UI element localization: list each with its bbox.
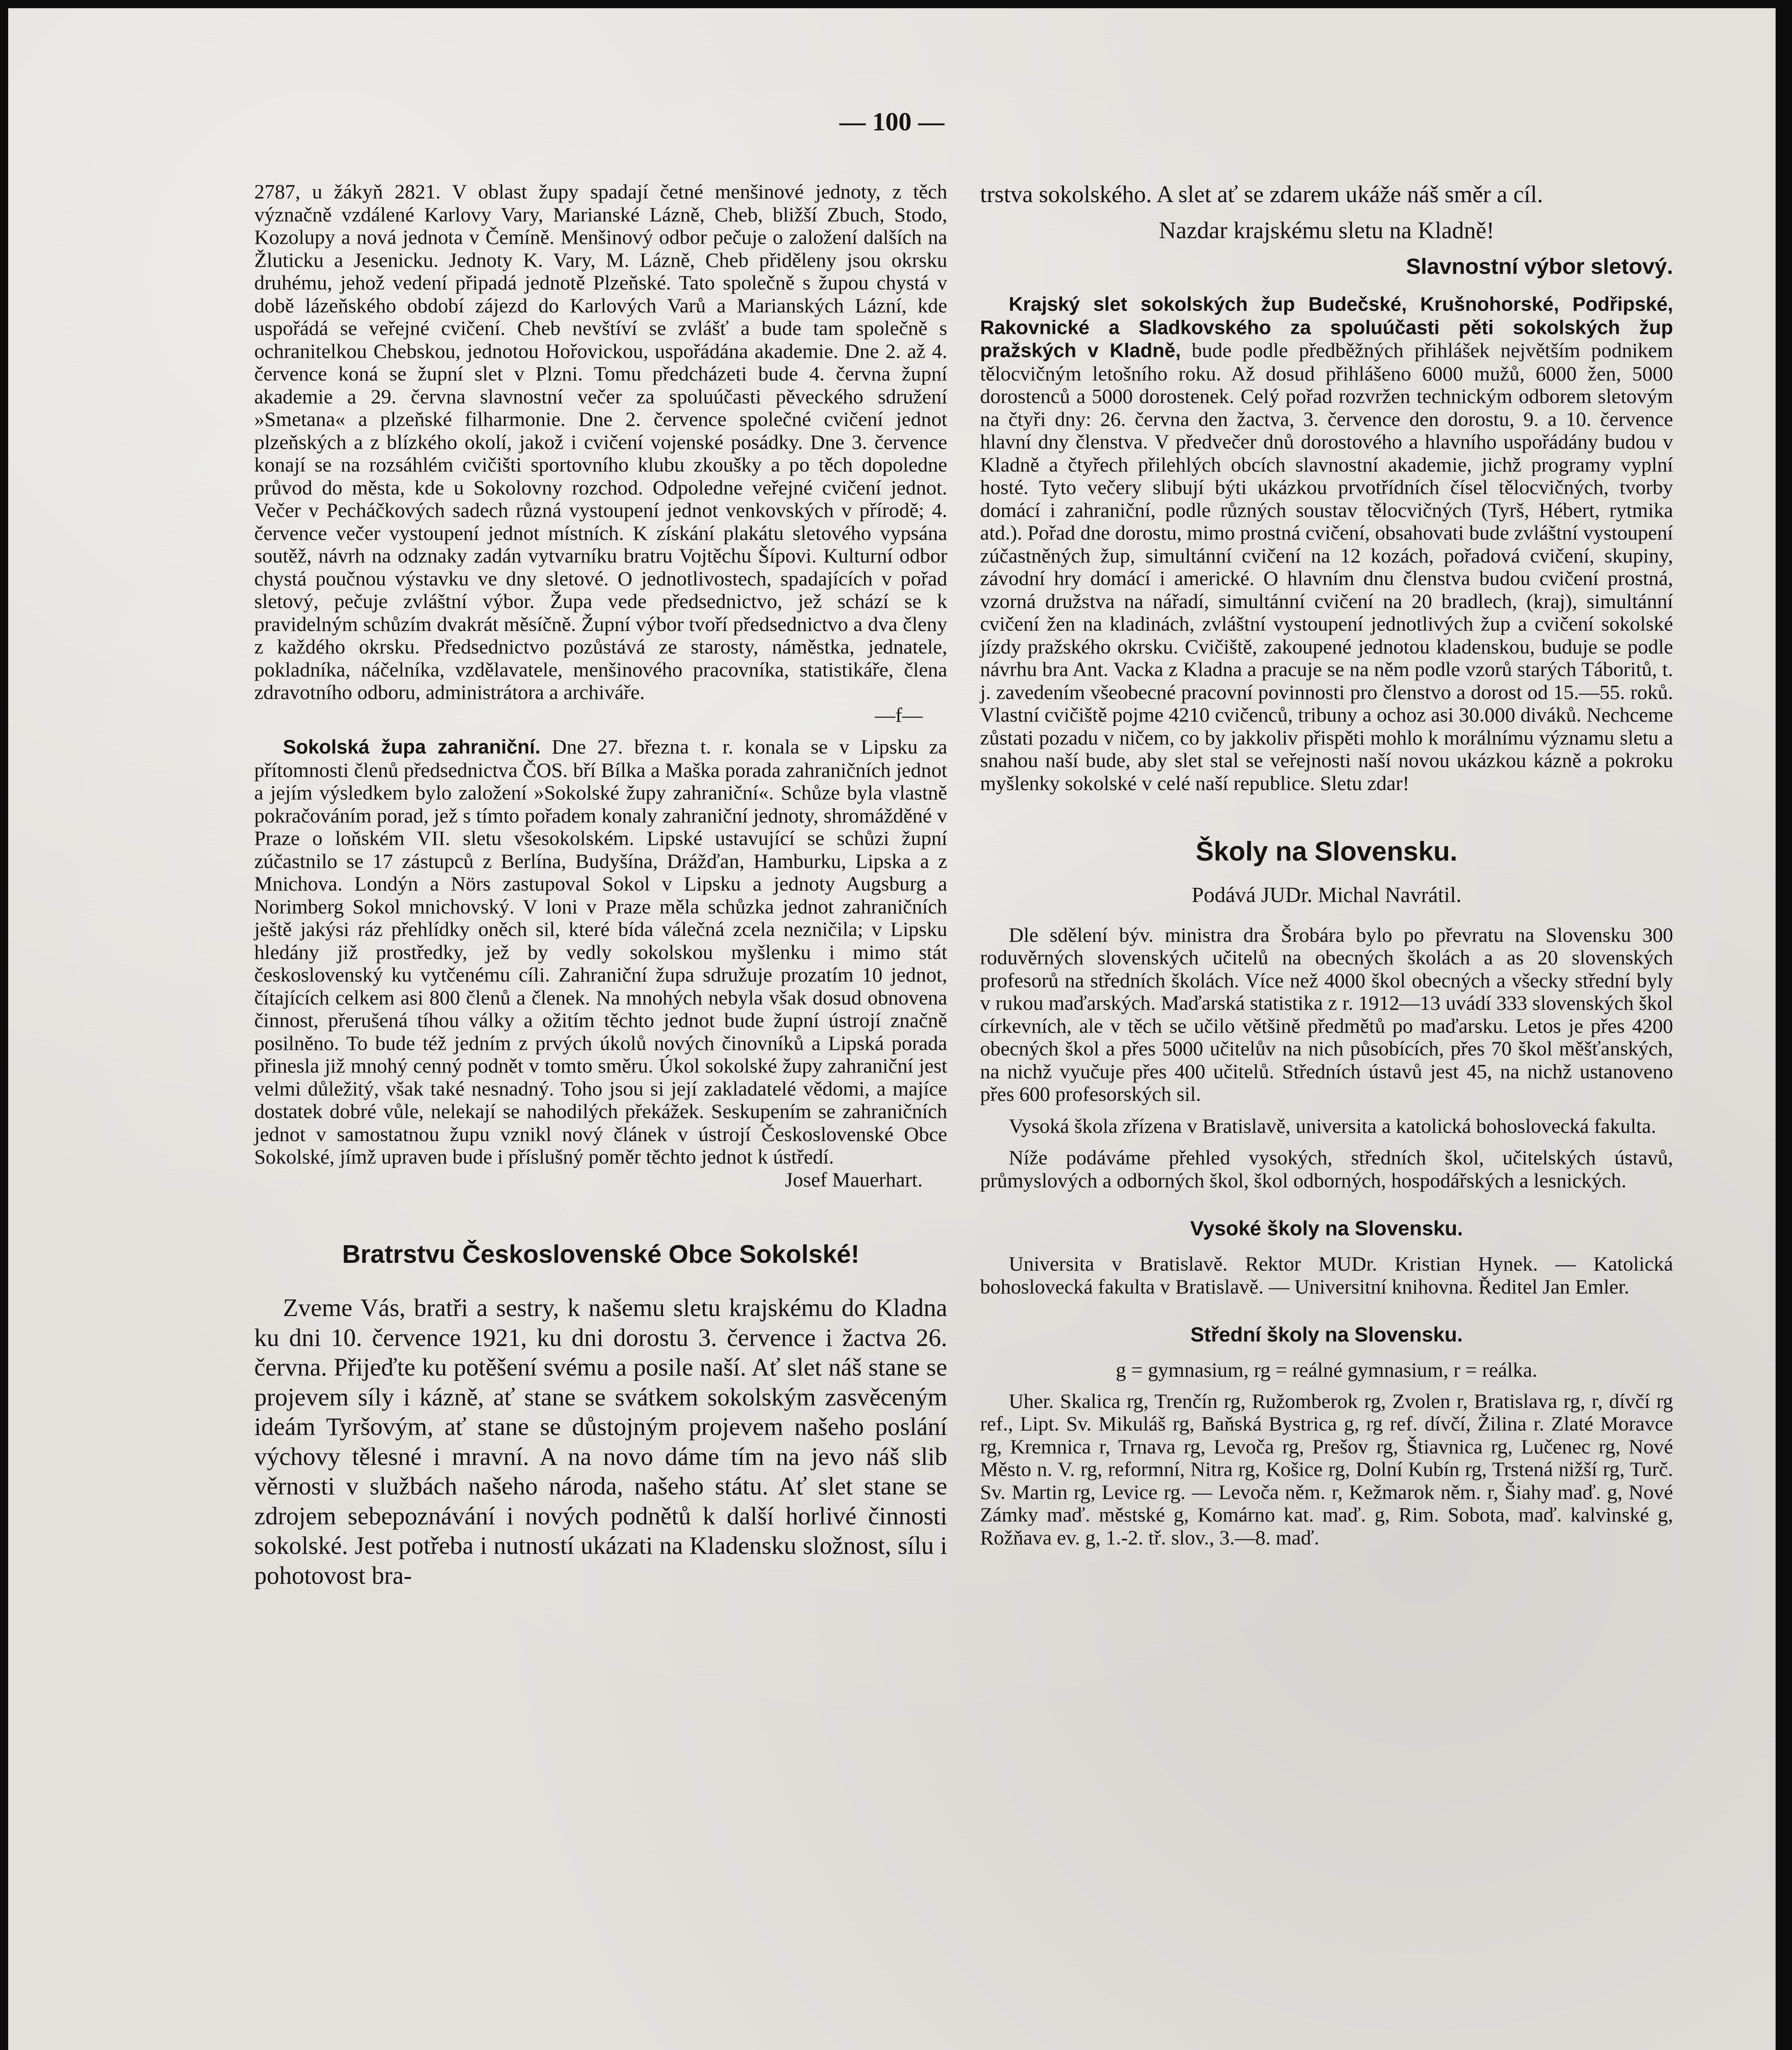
left-column bbox=[254, 180, 947, 1591]
document-page bbox=[8, 8, 1776, 2050]
stredni-skoly-legend: g = gymnasium, rg = reálné gymnasium, r = reálka. bbox=[1116, 1358, 1537, 1381]
skoly-section bbox=[980, 924, 1673, 1549]
sokolska-zupa-title: Sokolská župa zahraniční. bbox=[283, 736, 540, 758]
skoly-paragraph-1: Dle sdělení býv. ministra dra Šrobára bylo po převratu na Slovensku 300 roduvěrných slovenských učitelů na obecných školách a as 20 slovenských profesorů na středních školách. Více než 4000 škol obecných a všecky střední byly v rukou maďarských. Maďarská statistika z r. 1912—13 uvádí 333 slovenských škol církevních, ale v těch se učilo většině předmětů po maďarsku. Letos je přes 4200 obecných škol a přes 5000 učitelův na nich působících, přes 70 škol měšťanských, na nichž vyučuje přes 400 učitelů. Středních ústavů jest 45, na nichž ustanoveno přes 600 profesorských sil. bbox=[980, 923, 1673, 1105]
slavnostni-vybor: Slavnostní výbor sletový. bbox=[1406, 254, 1673, 279]
call-continuation: trstva sokolského. A slet ať se zdarem ukáže náš směr a cíl. bbox=[980, 181, 1543, 207]
zupa-report-section bbox=[254, 180, 947, 1191]
skoly-paragraph-2: Vysoká škola zřízena v Bratislavě, universita a katolická bohoslovecká fakulta. bbox=[1009, 1114, 1656, 1137]
page-number: — 100 — bbox=[839, 107, 944, 136]
krajsky-slet-section bbox=[980, 293, 1673, 795]
krajsky-slet-text: bude podle předběžných přihlášek největším podnikem tělocvičným letošního roku. Až dosud přihlášeno 6000 mužů, 6000 žen, 5000 dorostenců a 5000 dorostenek. Celý pořad rozvržen technickým odborem sletovým na čtyři dny: 26. června den žactva, 3. července den dorostu, 9. a 10. července hlavní dny členstva. V předvečer dnů dorostového a hlavního uspořádány budou v Kladně a čtyřech přilehlých obcích slavnostní akademie, jichž programy vyplní hosté. Tyto večery slibují býti ukázkou prvotřídních čísel tělocvičných, tvorby domácí i zahraniční, podle různých soustav tělocvičných (Tyrš, Hébert, rytmika atd.). Pořad dne dorostu, mimo prostná cvičení, obsahovati bude zvláštní vystoupení zúčastněných žup, simultánní cvičení na 12 kozách, pořadová cvičení, skupiny, závodní hry domácí i americké. O hlavním dnu členstva budou cvičení prostná, vzorná družstva na nářadí, simultánní cvičení na 20 bradlech, (kraj), simultánní cvičení žen na kladinách, zvláštní vystoupení jednotlivých žup a cvičení sokolské jízdy pražského okrsku. Cvičiště, zakoupené jednotou kladenskou, buduje se podle návrhu bra Ant. Vacka z Kladna a pracuje se na něm podle vzorů starých Táboritů, t. j. zavedením všeobecné pracovní povinnosti pro členstvo a dorost od 15.—55. roků. Vlastní cvičiště pojme 4210 cvičenců, tribuny a ochoz asi 30.000 diváků. Nechceme zůstati pozadu v ničem, co by jakkoliv přispěti mohlo k morálnímu významu sletu a snahou naší bude, aby slet stal se veřejnosti naší novou ukázkou kázně a pokroku myšlenky sokolské v celé naší republice. Sletu zdar! bbox=[980, 339, 1673, 795]
bratrstvu-section bbox=[254, 1294, 947, 1591]
skoly-author: Podává JUDr. Michal Navrátil. bbox=[1192, 883, 1461, 907]
right-column bbox=[980, 180, 1673, 1549]
vysoke-skoly-heading: Vysoké školy na Slovensku. bbox=[1190, 1217, 1463, 1240]
bratrstvu-paragraph: Zveme Vás, bratři a sestry, k našemu sletu krajskému do Kladna ku dni 10. července 1921, ku dni dorostu 3. července i žactva 26. června. Přijeďte ku potěšení svému a posile naší. Ať slet náš stane se projevem síly i kázně, ať stane se svátkem sokolským zasvěceným ideám Tyršovým, ať stane se důstojným projevem našeho poslání výchovy tělesné i mravní. A na novo dáme tím na jevo náš slib věrnosti v službách našeho národa, našeho státu. Ať slet stane se zdrojem sebepoznávání i nových podnětů k další horlivé činnosti sokolské. Jest potřeba i nutností ukázati na Kladensku složnost, sílu i pohotovost bra- bbox=[254, 1294, 947, 1590]
call-continuation-section bbox=[980, 180, 1673, 280]
krajsky-slet-title: Krajský slet sokolských žup Budečské, Krušnohorské, Podřipské, Rakovnické a Sladkovského za spoluúčasti pěti sokolských žup pražských v Kladně, bbox=[980, 294, 1673, 362]
zupa-report-paragraph: 2787, u žákyň 2821. V oblast župy spadají četné menšinové jednoty, z těch význačně vzdálené Karlovy Vary, Marianské Lázně, Cheb, bližší Zbuch, Stodo, Kozolupy a nová jednota v Čemíně. Menšinový odbor pečuje o založení dalších na Žluticku a Jesenicku. Jednoty K. Vary, M. Lázně, Cheb přiděleny jsou okrsku druhému, jehož vedení připadá jednotě Plzeňské. Tato společně s župou chystá v době lázeňského období zájezd do Karlových Varů a Marianských Lázní, kde uspořádá se veřejné cvičení. Cheb nevštíví se zvlášť a bude tam společně s ochranitelkou Chebskou, jednotou Hořovickou, uspořádána akademie. Dne 2. až 4. července koná se župní slet v Plzni. Tomu předcházeti bude 4. června župní akademie a 29. června slavnostní večer za spoluúčasti pěveckého sdružení »Smetana« a plzeňské filharmonie. Dne 2. července společné cvičení jednot plzeňských a z blízkého okolí, jakož i cvičení vojenské posádky. Dne 3. července konají se na rozsáhlém cvičišti sportovního klubu zkoušky a po těch dopoledne průvod do města, kde u Sokolovny rozchod. Odpoledne veřejné cvičení jednot. Večer v Pecháčkových sadech různá vystoupení jednot venkovských v přírodě; 4. července večer vystoupení jednot místních. K získání plakátu sletového vypsána soutěž, návrh na odznaky zadán vytvarníku bratru Vojtěchu Šípovi. Kulturní odbor chystá poučnou výstavku ve dny sletové. O jednotlivostech, spadajících v pořad sletový, pečuje zvláštní výbor. Župa vede předsednictvo, jež schází se k pravidelným schůzím dvakrát měsíčně. Župní výbor tvoří předsednictvo a dva členy z každého okrsku. Předsednictvo pozůstává ze starosty, náměstka, jednatele, pokladníka, náčelníka, vzdělavatele, menšinového pracovníka, statistikáře, člena zdravotního odboru, administrátora a archiváře. bbox=[254, 180, 947, 704]
skoly-paragraph-3: Níže podáváme přehled vysokých, středních škol, učitelských ústavů, průmyslových a odborných škol, škol odborných, hospodářských a lesnických. bbox=[980, 1146, 1673, 1192]
krajsky-slet-paragraph bbox=[980, 293, 1673, 795]
skoly-heading: Školy na Slovensku. bbox=[1195, 836, 1458, 866]
nazdar-line: Nazdar krajskému sletu na Kladně! bbox=[1158, 217, 1495, 244]
stredni-skoly-heading: Střední školy na Slovensku. bbox=[1190, 1323, 1463, 1346]
signature-mauerhart: Josef Mauerhart. bbox=[785, 1168, 923, 1191]
sokolska-zupa-text: Dne 27. března t. r. konala se v Lipsku za přítomnosti členů předsednictva ČOS. bří Bílka a Maška porada zahraničních jednot a jejím výsledkem bylo založení »Sokolské župy zahraniční«. Schůze byla vlastně pokračováním porad, jež s tímto pořadem konaly zahraniční jednoty, shromážděné v Praze o loňském VII. sletu všesokolském. Lipské ustavující se schůzi župní zúčastnilo se 17 zástupců z Berlína, Budyšína, Drážďan, Hamburku, Lipska a z Mnichova. Londýn a Nörs zastupoval Sokol v Lipsku a jednoty Augsburg a Norimberg Sokol mnichovský. V loni v Praze měla schůzka jednot zahraničních ještě jakýsi ráz přehlídky oněch sil, které bída válečná zcela nezničila; v Lipsku hledány již prostředky, jež by vedly sokolskou myšlenku i mimo stát československý ku vytčenému cíli. Zahraniční župa sdružuje prozatím 10 jednot, čítajících celkem asi 800 členů a členek. Na mnohých nebyla však dosud obnovena činnost, přerušená tíhou války a ožitím těchto jednot bude župní ústrojí značně posilněno. To bude též jedním z prvých úkolů nových činovníků a Lipská porada přinesla již mnohý cenný podnět v tomto směru. Úkol sokolské župy zahraniční jest velmi důležitý, však také nesnadný. Toho jsou si její zakladatelé vědomi, a majíce dostatek dobré vůle, nelekají se nahodilých překážek. Seskupením se zahraničních jednot v samostatnou župu vznikl nový článek v ústrojí Československé Obce Sokolské, jímž upraven bude i příslušný poměr těchto jednot k ústředí. bbox=[254, 735, 948, 1168]
vysoke-skoly-text: Universita v Bratislavě. Rektor MUDr. Kristian Hynek. — Katolická bohoslovecká fakulta v Bratislavě. — Universitní knihovna. Ředitel Jan Emler. bbox=[980, 1252, 1673, 1298]
bratrstvu-heading: Bratrstvu Československé Obce Sokolské! bbox=[342, 1240, 860, 1269]
stredni-skoly-text: Uher. Skalica rg, Trenčín rg, Ružomberok rg, Zvolen r, Bratislava rg, r, dívčí rg ref., Lipt. Sv. Mikuláš rg, Baňská Bystrica g, rg ref. dívčí, Žilina r. Zlaté Moravce rg, Kremnica r, Trnava rg, Levoča rg, Prešov rg, Štiavnica rg, Lučenec rg, Nové Město n. V. rg, reformní, Nitra rg, Košice rg, Dolní Kubín rg, Trstená nižší rg, Turč. Sv. Martin rg, Levice rg. — Levoča něm. r, Kežmarok něm. r, Šiahy maď. g, Nové Zámky maď. městské g, Komárno kat. maď. g, Rim. Sobota, maď. kalvinské g, Rožňava ev. g, 1.-2. tř. slov., 3.—8. maď. bbox=[980, 1389, 1673, 1549]
signature-f: —f— bbox=[875, 703, 923, 727]
sokolska-zupa-paragraph bbox=[254, 736, 947, 1168]
